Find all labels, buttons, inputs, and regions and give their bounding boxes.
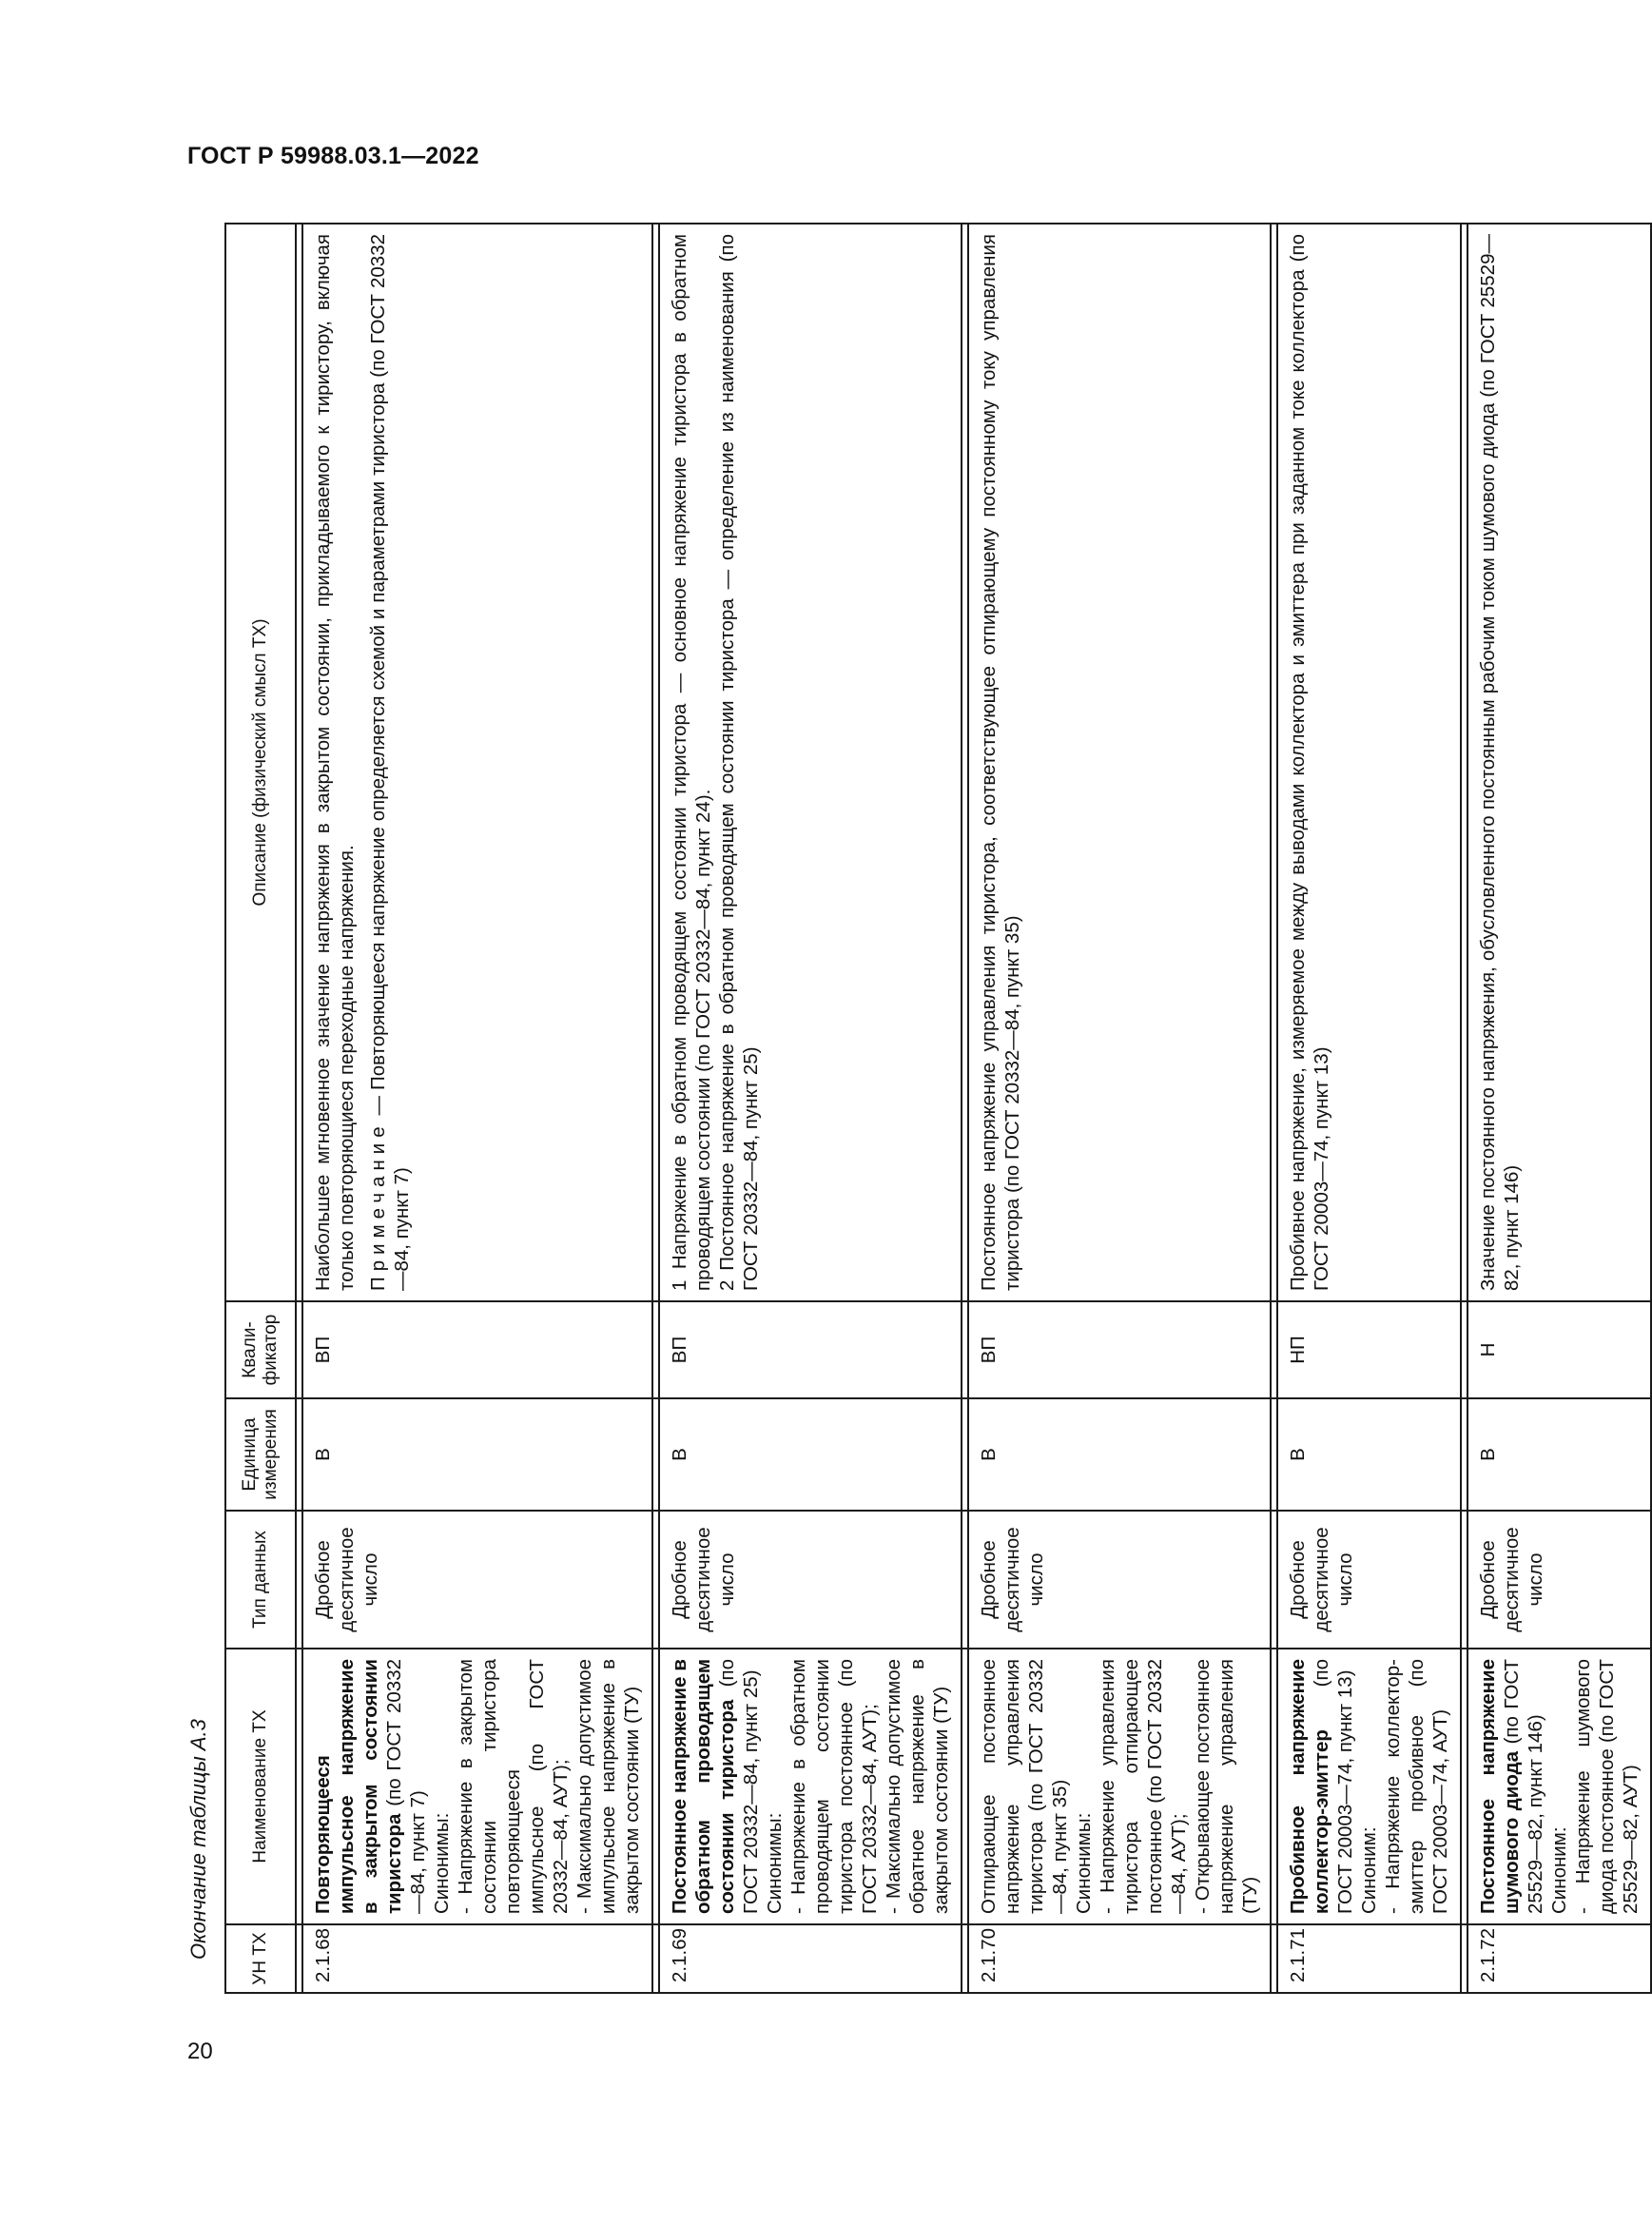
header-unit: Единица измерения: [225, 1398, 296, 1511]
header-qualifier: Квали- фикатор: [225, 1301, 296, 1398]
note-text: — Повторяющееся напряжение определяется схемой и параметрами тиристора (по ГОСТ 20332—84, пункт 7): [367, 234, 413, 1291]
table-row: [1467, 224, 1651, 1993]
row-description: [302, 224, 652, 1301]
row-name: [1467, 1649, 1651, 1924]
row-code: 2.1.68: [302, 1924, 652, 1993]
row-name-ref: (по ГОСТ 20332—84, пункт 25): [716, 1658, 762, 1914]
row-type: Дробное десятичное число: [659, 1511, 962, 1649]
header-separator: [296, 224, 302, 1993]
specs-table: [224, 223, 1652, 1994]
synonyms-label: Синонимы:: [1073, 1812, 1095, 1914]
synonyms-label: Синонимы:: [764, 1812, 786, 1914]
rotated-table-container: [224, 224, 1642, 1994]
row-description: Пробивное напряжение, измеряемое между выводами коллектора и эмиттера при заданном токе коллектора (по ГОСТ 20003—74, пункт 13): [1277, 224, 1461, 1301]
row-name-bold: Повторяющееся импульсное напряжение в закрытом состоянии тиристора: [312, 1659, 405, 1914]
row-name-ref: (по ГОСТ 25529—82, пункт 146): [1501, 1659, 1546, 1914]
row-separator: [962, 224, 968, 1993]
row-name-ref: (по ГОСТ 20003—74, пункт 13): [1311, 1659, 1356, 1914]
header-code: УН ТХ: [225, 1924, 296, 1993]
row-description: Постоянное напряжение управления тиристора, соответствующее отпирающему постоянному току управления тиристора (по ГОСТ 20332—84, пункт 35): [968, 224, 1271, 1301]
row-type: Дробное десятичное число: [968, 1511, 1271, 1649]
table-caption: Окончание таблицы А.3: [186, 1719, 210, 1960]
row-unit: В: [1277, 1398, 1461, 1511]
synonym-item: - Напряжение управления тиристора отпирающее постоянное (по ГОСТ 20332—84, АУТ);: [1097, 1659, 1190, 1914]
row-name-bold: Постоянное напряжение шумового диода: [1477, 1659, 1523, 1914]
row-code: 2.1.71: [1277, 1924, 1461, 1993]
row-description: Значение постоянного напряжения, обусловленного постоянным рабочим током шумового диода (по ГОСТ 25529—82, пункт 146): [1467, 224, 1651, 1301]
synonym-item: - Максимально допустимое импульсное напряжение в закрытом состоянии (ТУ): [573, 1659, 643, 1914]
row-separator: [1271, 224, 1277, 1993]
row-unit: В: [659, 1398, 962, 1511]
header-type: Тип данных: [225, 1511, 296, 1649]
row-qualifier: ВП: [968, 1301, 1271, 1398]
row-qualifier: ВП: [659, 1301, 962, 1398]
row-description: [659, 224, 962, 1301]
row-qualifier: Н: [1467, 1301, 1651, 1398]
synonyms-label: Синоним:: [1548, 1826, 1570, 1914]
synonym-item: - Напряжение в закрытом состоянии тиристора повторяющееся импульсное (по ГОСТ 20332—84, АУТ);: [455, 1659, 572, 1914]
row-qualifier: ВП: [302, 1301, 652, 1398]
row-unit: В: [302, 1398, 652, 1511]
header-name: Наименование ТХ: [225, 1649, 296, 1924]
table-row: [659, 224, 962, 1993]
row-name: [659, 1649, 962, 1924]
table-row: [302, 224, 652, 1993]
row-separator: [652, 224, 659, 1993]
table-header-row: [225, 224, 296, 1993]
synonym-item: - Напряжение в обратном проводящем состоянии тиристора постоянное (по ГОСТ 20332—84, АУТ);: [787, 1659, 881, 1914]
table-row: [968, 224, 1271, 1993]
header-description: Описание (физический смысл ТХ): [225, 224, 296, 1301]
row-name: [968, 1649, 1271, 1924]
row-name-bold: Постоянное напряжение в обратном проводящем состоянии тиристора: [669, 1659, 738, 1914]
row-name-bold: Пробивное напряжение коллектор-эмиттер: [1287, 1659, 1332, 1914]
row-code: 2.1.69: [659, 1924, 962, 1993]
synonym-item: - Напряжение коллектор-эмиттер пробивное (по ГОСТ 20003—74, АУТ): [1382, 1659, 1451, 1914]
row-name-ref: (по ГОСТ 20332—84, пункт 7): [383, 1659, 429, 1914]
synonyms-label: Синонимы:: [431, 1812, 453, 1914]
row-unit: В: [968, 1398, 1271, 1511]
row-qualifier: НП: [1277, 1301, 1461, 1398]
row-code: 2.1.72: [1467, 1924, 1651, 1993]
description-text: Наибольшее мгновенное значение напряжения в закрытом состоянии, прикладываемого к тиристору, включая только повторяющиеся переходные напряжения.: [312, 234, 358, 1291]
synonyms-label: Синоним:: [1358, 1826, 1380, 1914]
row-code: 2.1.70: [968, 1924, 1271, 1993]
row-name: [1277, 1649, 1461, 1924]
row-type: Дробное десятичное число: [302, 1511, 652, 1649]
table-row: [1277, 224, 1461, 1993]
page-number: 20: [187, 2039, 213, 2064]
document-header: ГОСТ Р 59988.03.1—2022: [187, 143, 479, 169]
row-type: Дробное десятичное число: [1277, 1511, 1461, 1649]
row-name-plain: Отпирающее постоянное напряжение управления тиристора (по ГОСТ 20332—84, пункт 35): [978, 1659, 1071, 1914]
row-separator: [1461, 224, 1467, 1993]
description-item: 1 Напряжение в обратном проводящем состоянии тиристора — основное напряжение тиристора в обратном проводящем состоянии (по ГОСТ 20332—84, пункт 24).: [669, 234, 714, 1291]
note-label: Примечание: [367, 1121, 389, 1291]
row-unit: В: [1467, 1398, 1651, 1511]
synonym-item: - Открывающее постоянное напряжение управления (ТУ): [1192, 1659, 1261, 1914]
row-name: [302, 1649, 652, 1924]
synonym-item: - Максимально допустимое обратное напряжение в закрытом состоянии (ТУ): [883, 1659, 952, 1914]
synonym-item: - Напряжение шумового диода постоянное (по ГОСТ 25529—82, АУТ): [1572, 1659, 1642, 1914]
description-item: 2 Постоянное напряжение в обратном проводящем состоянии тиристора — определение из наименования (по ГОСТ 20332—84, пункт 25): [716, 234, 762, 1291]
row-type: Дробное десятичное число: [1467, 1511, 1651, 1649]
